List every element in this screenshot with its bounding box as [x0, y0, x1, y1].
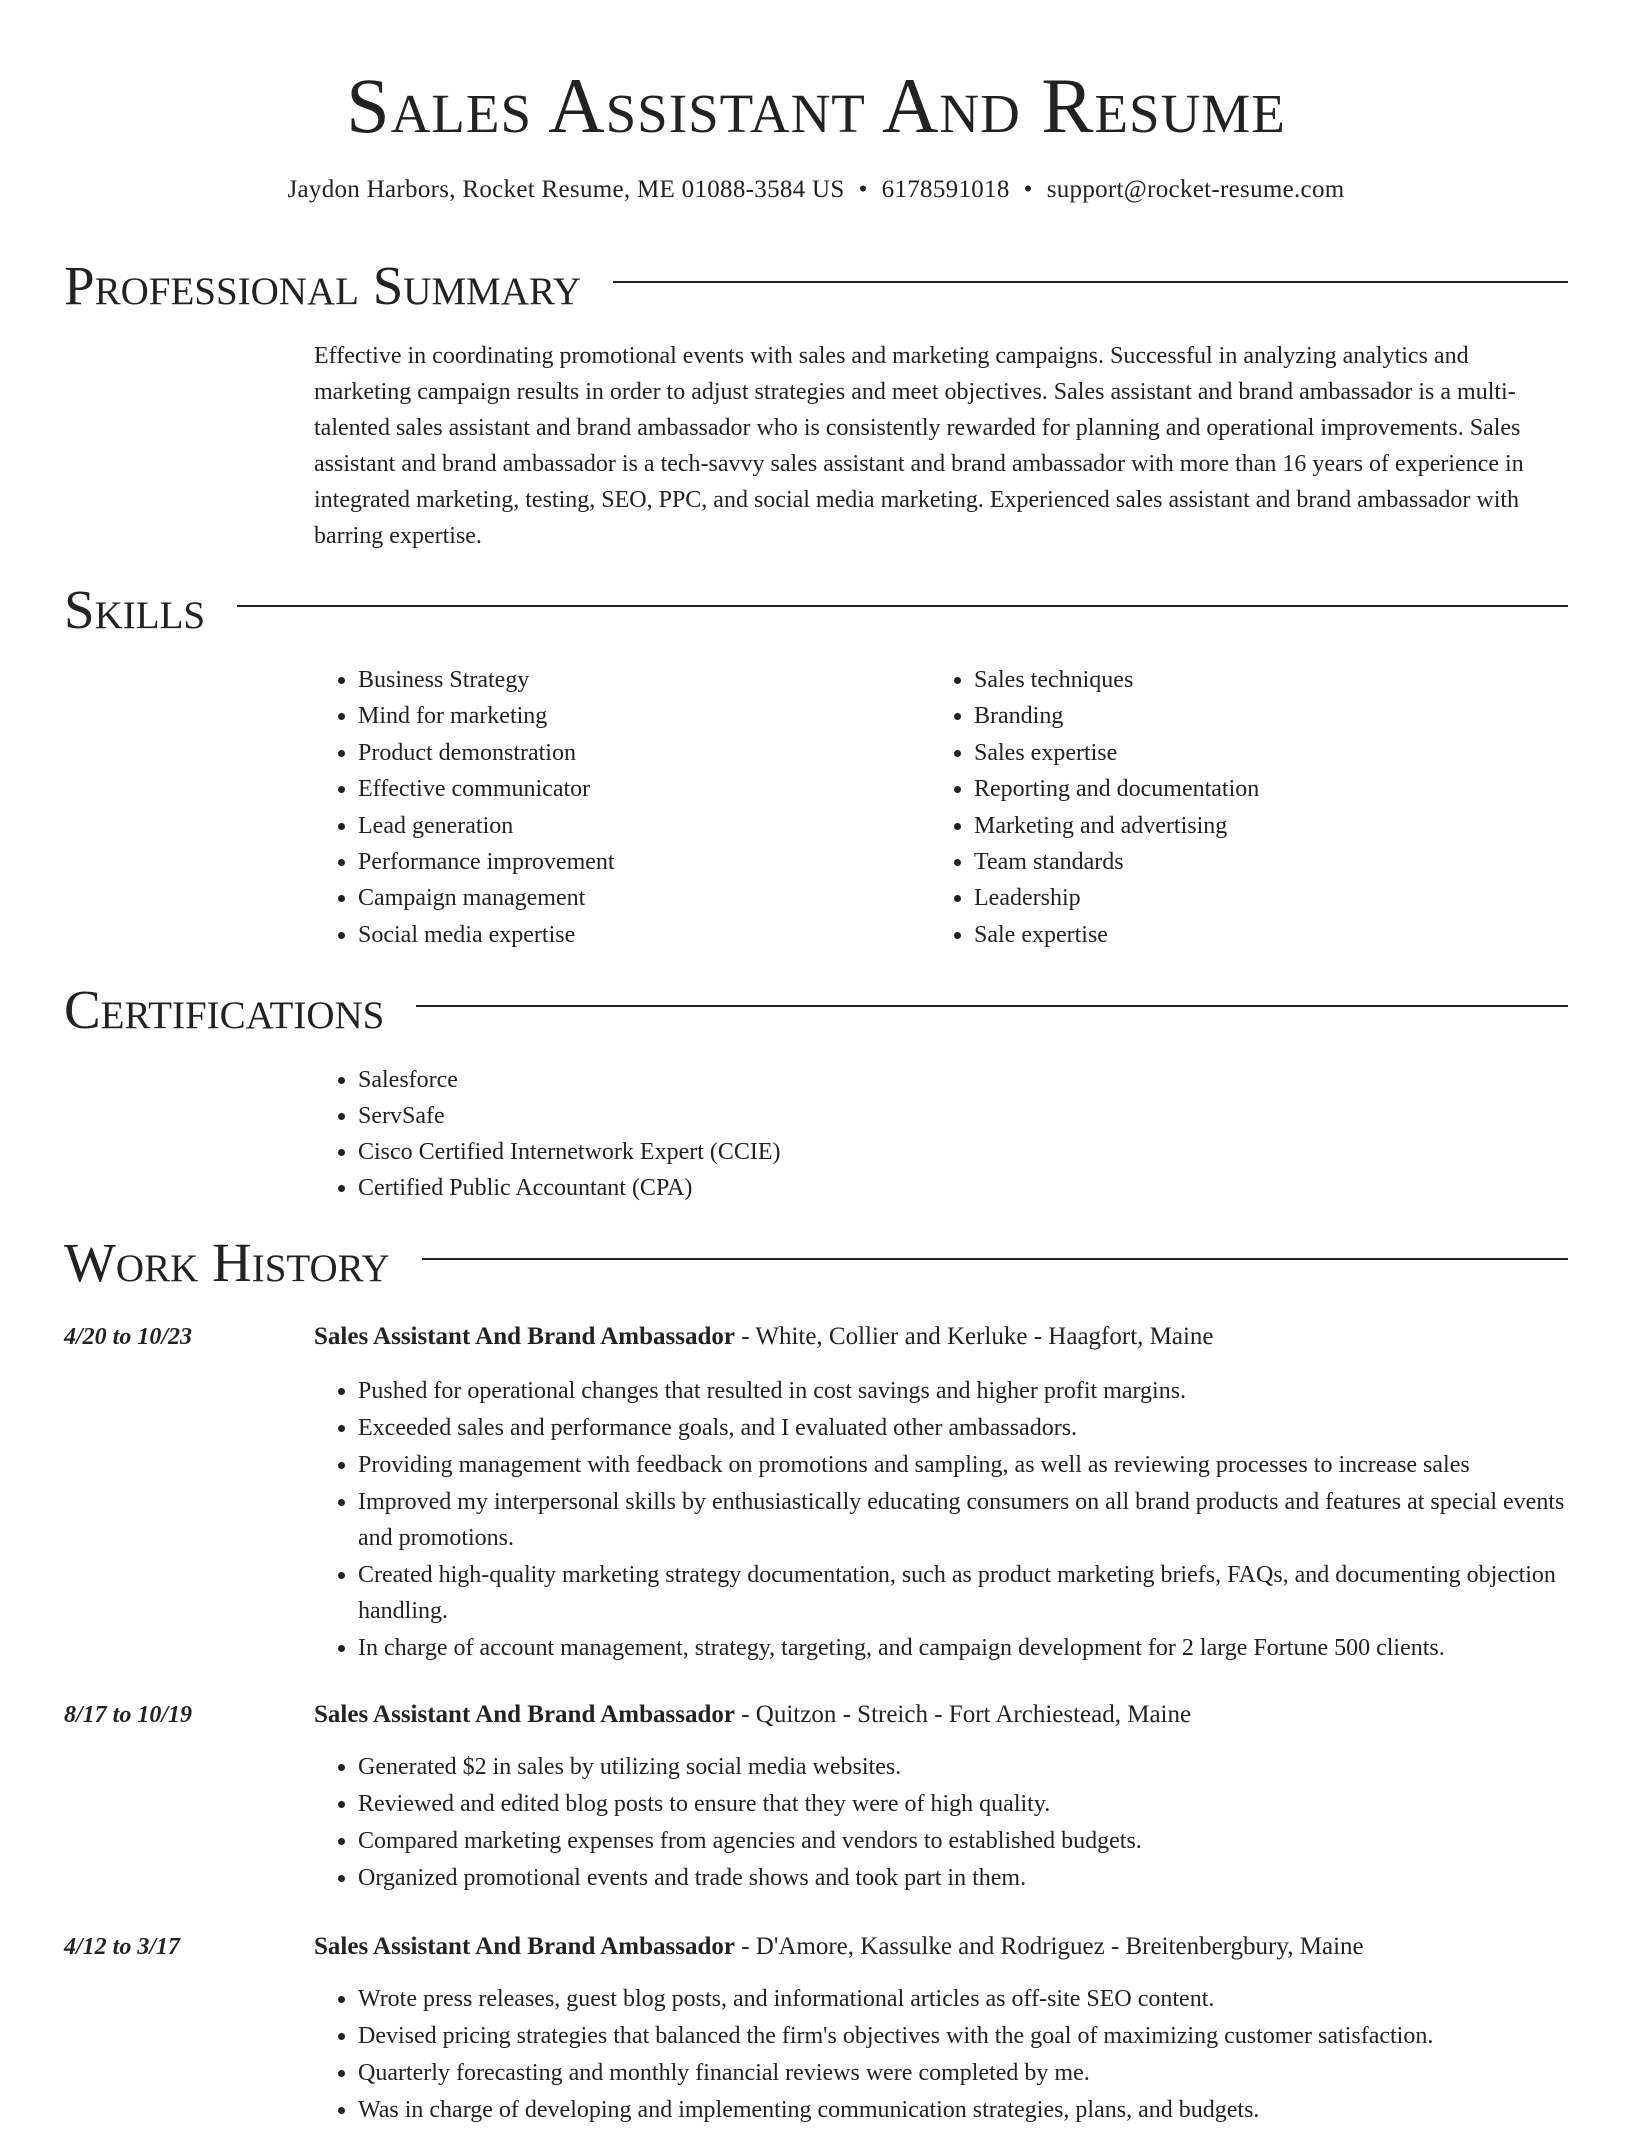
skills-section-header	[64, 578, 1568, 642]
contact-phone: 6178591018	[881, 176, 1010, 203]
section-divider	[237, 605, 1568, 607]
skill-item: • Marketing and advertising	[974, 808, 1490, 844]
contact-line	[0, 172, 1632, 208]
job-bullet: • Improved my interpersonal skills by enthusiastically educating consumers on all brand products and features at special events and promotions.	[358, 1484, 1570, 1556]
job-employer: - Quitzon - Streich - Fort Archiestead, Maine	[734, 1701, 1192, 1728]
certifications-heading: Certifications	[64, 979, 385, 1040]
skills-column-left	[314, 662, 874, 953]
work-history-heading: Work History	[64, 1232, 390, 1293]
skill-item: • Branding	[974, 698, 1490, 734]
job-role: Sales Assistant And Brand Ambassador	[314, 1933, 735, 1960]
contact-separator: •	[1023, 176, 1033, 203]
job-bullet: • Devised pricing strategies that balanced the firm's objectives with the goal of maximizing customer satisfaction.	[358, 2018, 1570, 2054]
job-bullet: • Created high-quality marketing strategy documentation, such as product marketing briefs, FAQs, and documenting objection handling.	[358, 1557, 1570, 1629]
skills-list-right	[930, 662, 1490, 953]
contact-email: support@rocket-resume.com	[1046, 176, 1345, 203]
section-divider	[613, 281, 1568, 283]
summary-heading: Professional Summary	[64, 255, 582, 316]
job-title-line	[314, 1929, 1570, 1965]
skill-item: • Business Strategy	[358, 662, 874, 698]
job-bullet: • Exceeded sales and performance goals, and I evaluated other ambassadors.	[358, 1410, 1570, 1446]
job-dates: 4/20 to 10/23	[64, 1324, 193, 1350]
job-title-line	[314, 1319, 1570, 1355]
job-bullet: • Pushed for operational changes that resulted in cost savings and higher profit margins.	[358, 1373, 1570, 1409]
job-bullet: • Compared marketing expenses from agencies and vendors to established budgets.	[358, 1823, 1570, 1859]
job-bullet: • Generated $2 in sales by utilizing social media websites.	[358, 1749, 1570, 1785]
skill-item: • Campaign management	[358, 880, 874, 916]
skill-item: • Reporting and documentation	[974, 771, 1490, 807]
job-bullets-block	[314, 1373, 1570, 1667]
summary-text: Effective in coordinating promotional events with sales and marketing campaigns. Successful in analyzing analytics and marketing campaign results in order to adjust strategies and meet objectives. Sales assistant and brand ambassador is a multi-talented sales assistant and brand ambassador who is consistently rewarded for planning and operational improvements. Sales assistant and brand ambassador is a tech-savvy sales assistant and brand ambassador with more than 16 years of experience in integrated marketing, testing, SEO, PPC, and social media marketing. Experienced sales assistant and brand ambassador with barring expertise.	[314, 343, 1524, 549]
skills-list-left	[314, 662, 874, 953]
certification-item: • ServSafe	[358, 1098, 1570, 1134]
job-bullets	[314, 1981, 1570, 2128]
job-bullet: • Organized promotional events and trade shows and took part in them.	[358, 1860, 1570, 1896]
job-bullet: • Was in charge of developing and implementing communication strategies, plans, and budgets.	[358, 2092, 1570, 2128]
skill-item: • Leadership	[974, 880, 1490, 916]
job-bullet: • In charge of account management, strategy, targeting, and campaign development for 2 large Fortune 500 clients.	[358, 1630, 1570, 1666]
job-dates: 4/12 to 3/17	[64, 1934, 181, 1960]
contact-separator: •	[858, 176, 868, 203]
resume-name: Sales Assistant And Resume	[346, 62, 1286, 149]
job-bullet: • Reviewed and edited blog posts to ensure that they were of high quality.	[358, 1786, 1570, 1822]
certification-item: • Cisco Certified Internetwork Expert (CCIE)	[358, 1134, 1570, 1170]
job-role: Sales Assistant And Brand Ambassador	[314, 1701, 735, 1728]
job-employer: - White, Collier and Kerluke - Haagfort, Maine	[734, 1323, 1214, 1350]
skill-item: • Performance improvement	[358, 844, 874, 880]
job-dates: 8/17 to 10/19	[64, 1702, 193, 1728]
skill-item: • Sale expertise	[974, 917, 1490, 953]
skill-item: • Social media expertise	[358, 917, 874, 953]
skill-item: • Team standards	[974, 844, 1490, 880]
certifications-section-header	[64, 978, 1568, 1042]
job-role: Sales Assistant And Brand Ambassador	[314, 1323, 735, 1350]
skill-item: • Sales expertise	[974, 735, 1490, 771]
job-bullet: • Quarterly forecasting and monthly financial reviews were completed by me.	[358, 2055, 1570, 2091]
certification-item: • Salesforce	[358, 1062, 1570, 1098]
skills-column-right	[930, 662, 1490, 953]
job-bullets	[314, 1373, 1570, 1666]
skill-item: • Product demonstration	[358, 735, 874, 771]
certification-item: • Certified Public Accountant (CPA)	[358, 1170, 1570, 1206]
job-bullets-block	[314, 1981, 1570, 2129]
skill-item: • Lead generation	[358, 808, 874, 844]
skill-item: • Sales techniques	[974, 662, 1490, 698]
job-title-line	[314, 1697, 1570, 1733]
work-history-section-header	[64, 1231, 1568, 1295]
skill-item: • Mind for marketing	[358, 698, 874, 734]
certifications-list	[314, 1062, 1570, 1206]
section-divider	[422, 1258, 1568, 1260]
job-bullet: • Wrote press releases, guest blog posts, and informational articles as off-site SEO content.	[358, 1981, 1570, 2017]
job-bullet: • Providing management with feedback on promotions and sampling, as well as reviewing processes to increase sales	[358, 1447, 1570, 1483]
skill-item: • Effective communicator	[358, 771, 874, 807]
certifications-block	[314, 1062, 1570, 1206]
skills-heading: Skills	[64, 579, 206, 640]
contact-address: Jaydon Harbors, Rocket Resume, ME 01088-3584 US	[287, 176, 845, 203]
job-bullets	[314, 1749, 1570, 1896]
job-bullets-block	[314, 1749, 1570, 1897]
summary-section-header	[64, 254, 1568, 318]
job-employer: - D'Amore, Kassulke and Rodriguez - Breitenbergbury, Maine	[734, 1933, 1364, 1960]
section-divider	[416, 1005, 1568, 1007]
